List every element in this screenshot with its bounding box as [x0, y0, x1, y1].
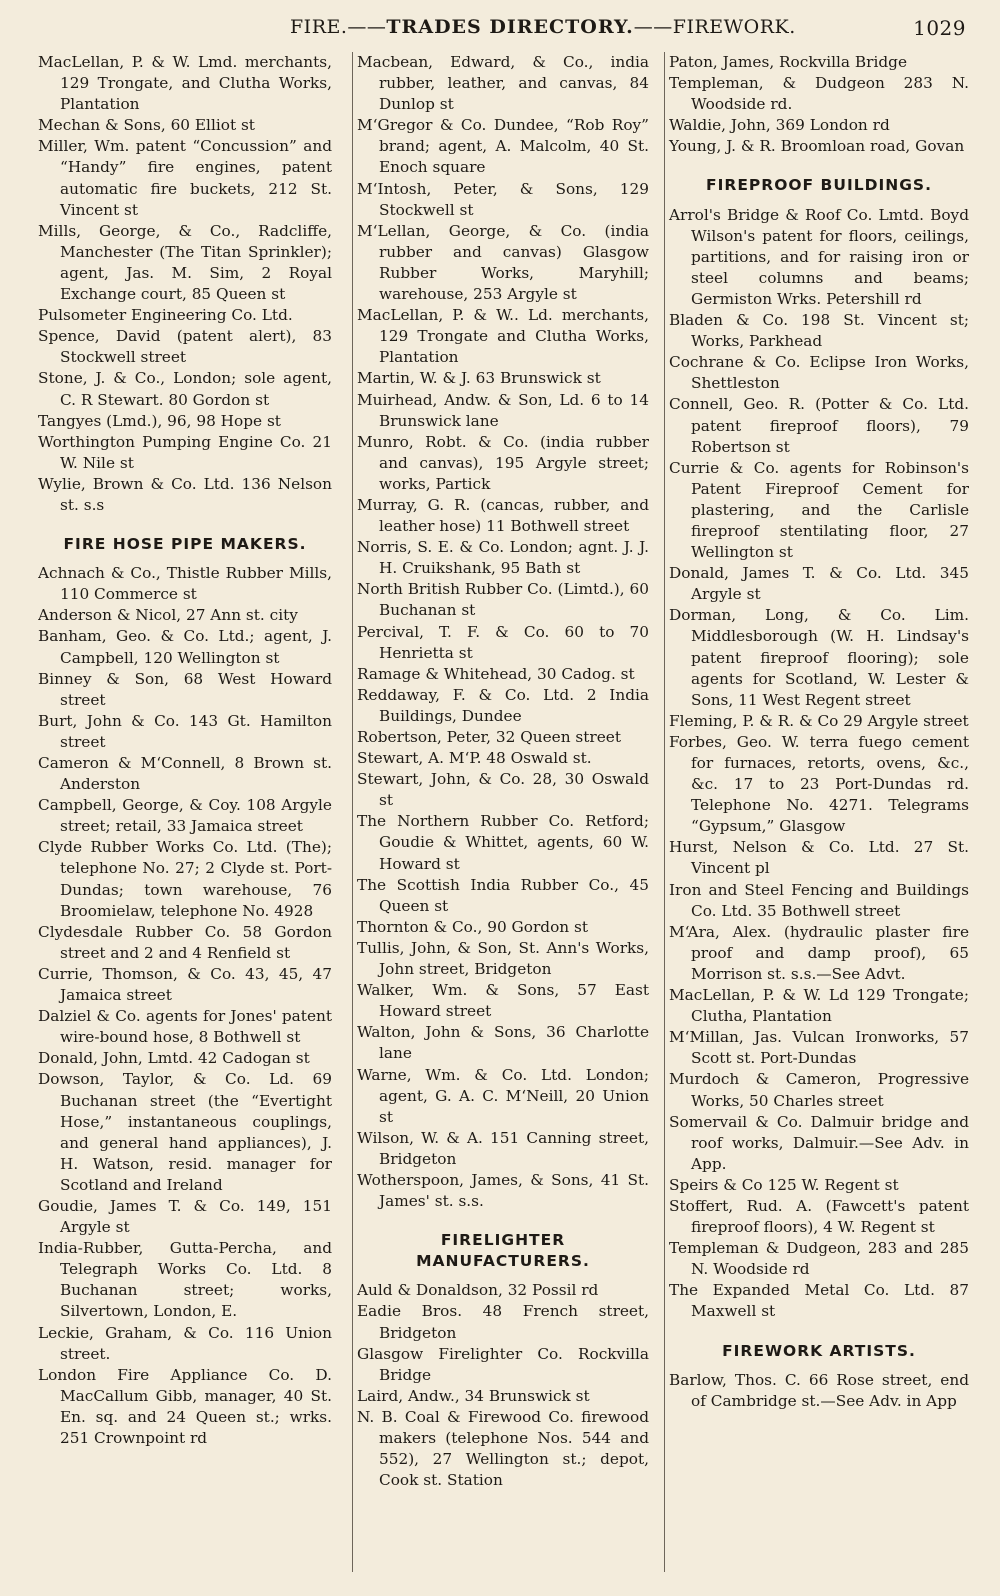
directory-entry: M‘Gregor & Co. Dundee, “Rob Roy” brand; agent, A. Malcolm, 40 St. Enoch square — [357, 116, 649, 177]
directory-entry: Achnach & Co., Thistle Rubber Mills, 110 Commerce st — [38, 564, 332, 604]
directory-entry: Templeman & Dudgeon, 283 and 285 N. Woodside rd — [669, 1239, 969, 1279]
directory-entry: Ramage & Whitehead, 30 Cadog. st — [357, 664, 635, 683]
directory-entry: Binney & Son, 68 West Howard street — [38, 669, 332, 709]
directory-entry: Thornton & Co., 90 Gordon st — [357, 917, 588, 936]
directory-entry: Stewart, A. M‘P. 48 Oswald st. — [357, 749, 592, 768]
directory-entry: MacLellan, P. & W. Ld 129 Trongate; Clutha, Plantation — [669, 986, 969, 1026]
directory-entry: Tangyes (Lmd.), 96, 98 Hope st — [38, 411, 281, 430]
directory-entry: Clyde Rubber Works Co. Ltd. (The); telephone No. 27; 2 Clyde st. Port-Dundas; town warehouse, 76 Broomielaw, telephone No. 4928 — [38, 838, 332, 920]
running-head-dash: —— — [633, 16, 673, 38]
directory-entry: Walker, Wm. & Sons, 57 East Howard street — [357, 981, 649, 1021]
directory-entry: London Fire Appliance Co. D. MacCallum Gibb, manager, 40 St. En. sq. and 24 Queen st.; wrks. 251 Crownpoint rd — [38, 1365, 332, 1447]
running-head-dash: —— — [347, 16, 387, 38]
directory-entry: Munro, Robt. & Co. (india rubber and canvas), 195 Argyle street; works, Partick — [357, 432, 649, 493]
directory-entry: Campbell, George, & Coy. 108 Argyle street; retail, 33 Jamaica street — [38, 796, 332, 836]
directory-entry: Muirhead, Andw. & Son, Ld. 6 to 14 Brunswick lane — [357, 390, 649, 430]
running-head-left: FIRE. — [290, 16, 348, 38]
directory-entry: Banham, Geo. & Co. Ltd.; agent, J. Campbell, 120 Wellington st — [38, 627, 332, 667]
directory-entry: Goudie, James T. & Co. 149, 151 Argyle st — [38, 1196, 332, 1237]
directory-entry: Warne, Wm. & Co. Ltd. London; agent, G. A. C. M‘Neill, 20 Union st — [357, 1065, 649, 1126]
directory-entry: Laird, Andw., 34 Brunswick st — [357, 1386, 590, 1405]
directory-entry: Cochrane & Co. Eclipse Iron Works, Shettleston — [669, 353, 969, 393]
directory-entry: Cameron & M‘Connell, 8 Brown st. Anderston — [38, 754, 332, 794]
directory-entry: Dorman, Long, & Co. Lim. Middlesborough (W. H. Lindsay's patent fireproof flooring); sole agents for Scotland, W. Lester & Sons, 11 West Regent street — [669, 606, 969, 709]
directory-entry: Templeman, & Dudgeon 283 N. Woodside rd. — [669, 74, 969, 114]
directory-entry: Iron and Steel Fencing and Buildings Co. Ltd. 35 Bothwell street — [669, 880, 969, 920]
directory-entry: Clydesdale Rubber Co. 58 Gordon street and 2 and 4 Renfield st — [38, 922, 332, 962]
running-head-right: FIREWORK. — [672, 16, 796, 38]
directory-entry: Waldie, John, 369 London rd — [669, 116, 890, 135]
directory-entry: The Expanded Metal Co. Ltd. 87 Maxwell st — [669, 1281, 969, 1321]
directory-entry: Walton, John & Sons, 36 Charlotte lane — [357, 1023, 649, 1063]
directory-entry: Murray, G. R. (cancas, rubber, and leather hose) 11 Bothwell street — [357, 495, 649, 536]
directory-entry: The Northern Rubber Co. Retford; Goudie & Whittet, agents, 60 W. Howard st — [357, 812, 649, 873]
directory-entry: Auld & Donaldson, 32 Possil rd — [357, 1281, 599, 1300]
directory-entry: Norris, S. E. & Co. London; agnt. J. J. H. Cruikshank, 95 Bath st — [357, 538, 649, 578]
directory-entry: Anderson & Nicol, 27 Ann st. city — [38, 606, 298, 625]
directory-entry: Barlow, Thos. C. 66 Rose street, end of Cambridge st.—See Adv. in App — [669, 1370, 969, 1410]
directory-entry: M‘Lellan, George, & Co. (india rubber and canvas) Glasgow Rubber Works, Maryhill; warehouse, 253 Argyle st — [357, 221, 649, 304]
directory-entry: Stone, J. & Co., London; sole agent, C. R Stewart. 80 Gordon st — [38, 369, 332, 409]
directory-entry: Burt, John & Co. 143 Gt. Hamilton street — [38, 711, 332, 751]
running-head-text — [290, 16, 796, 38]
running-head-title: TRADES DIRECTORY. — [386, 16, 634, 38]
directory-entry: Stoffert, Rud. A. (Fawcett's patent fireproof floors), 4 W. Regent st — [669, 1196, 969, 1237]
directory-entry: Leckie, Graham, & Co. 116 Union street. — [38, 1323, 332, 1363]
directory-entry: M‘Ara, Alex. (hydraulic plaster fire proof and damp proof), 65 Morrison st. s.s.—See Advt. — [669, 922, 969, 983]
directory-entry: Connell, Geo. R. (Potter & Co. Ltd. patent fireproof floors), 79 Robertson st — [669, 395, 969, 456]
directory-entry: The Scottish India Rubber Co., 45 Queen st — [357, 875, 649, 915]
directory-entry: Bladen & Co. 198 St. Vincent st; Works, Parkhead — [669, 311, 969, 351]
directory-entry: Donald, James T. & Co. Ltd. 345 Argyle st — [669, 564, 969, 604]
directory-entry: Paton, James, Rockvilla Bridge — [669, 53, 907, 71]
section-heading: FIRELIGHTER MANUFACTURERS. — [416, 1231, 590, 1271]
directory-entry: Forbes, Geo. W. terra fuego cement for furnaces, retorts, ovens, &c., &c. 17 to 23 Port-Dundas rd. Telephone No. 4271. Telegrams “Gypsum,” Glasgow — [669, 732, 969, 836]
directory-entry: Eadie Bros. 48 French street, Bridgeton — [357, 1302, 649, 1342]
directory-entry: Worthington Pumping Engine Co. 21 W. Nile st — [38, 432, 332, 472]
directory-entry: N. B. Coal & Firewood Co. firewood makers (telephone Nos. 544 and 552), 27 Wellington st.; depot, Cook st. Station — [357, 1407, 649, 1490]
section-heading: FIRE HOSE PIPE MAKERS. — [63, 535, 307, 554]
directory-entry: Mechan & Sons, 60 Elliot st — [38, 116, 255, 135]
section-heading: FIREPROOF BUILDINGS. — [706, 176, 932, 195]
directory-column-3 — [664, 52, 969, 1572]
directory-entry: M‘Millan, Jas. Vulcan Ironworks, 57 Scott st. Port-Dundas — [669, 1028, 969, 1068]
directory-entry: MacLellan, P. & W. Lmd. merchants, 129 Trongate, and Clutha Works, Plantation — [38, 53, 332, 114]
directory-entry: Donald, John, Lmtd. 42 Cadogan st — [38, 1049, 310, 1068]
directory-column-2 — [352, 52, 649, 1572]
directory-entry: M‘Intosh, Peter, & Sons, 129 Stockwell st — [357, 179, 649, 219]
directory-entry: Spence, David (patent alert), 83 Stockwell street — [38, 327, 332, 367]
directory-entry: Wotherspoon, James, & Sons, 41 St. James' st. s.s. — [357, 1170, 649, 1211]
directory-entry: Glasgow Firelighter Co. Rockvilla Bridge — [357, 1344, 649, 1384]
directory-entry: Dowson, Taylor, & Co. Ld. 69 Buchanan street (the “Evertight Hose,” instantaneous couplings, and general hand appliances), J. H. Watson, resid. manager for Scotland and Ireland — [38, 1070, 332, 1194]
page-number: 1029 — [913, 16, 966, 40]
directory-entry: India-Rubber, Gutta-Percha, and Telegraph Works Co. Ltd. 8 Buchanan street; works, Silvertown, London, E. — [38, 1239, 332, 1321]
directory-entry: Wilson, W. & A. 151 Canning street, Bridgeton — [357, 1128, 649, 1168]
directory-entry: Murdoch & Cameron, Progressive Works, 50 Charles street — [669, 1070, 969, 1110]
directory-entry: Wylie, Brown & Co. Ltd. 136 Nelson st. s.s — [38, 474, 332, 514]
directory-entry: Tullis, John, & Son, St. Ann's Works, John street, Bridgeton — [357, 938, 649, 979]
directory-entry: Pulsometer Engineering Co. Ltd. — [38, 306, 293, 325]
directory-entry: Miller, Wm. patent “Concussion” and “Handy” fire engines, patent automatic fire buckets, 212 St. Vincent st — [38, 137, 332, 219]
directory-entry: Hurst, Nelson & Co. Ltd. 27 St. Vincent pl — [669, 838, 969, 878]
directory-entry: Macbean, Edward, & Co., india rubber, leather, and canvas, 84 Dunlop st — [357, 53, 649, 114]
directory-entry: Stewart, John, & Co. 28, 30 Oswald st — [357, 770, 649, 810]
directory-entry: Percival, T. F. & Co. 60 to 70 Henrietta st — [357, 622, 649, 662]
directory-entry: North British Rubber Co. (Limtd.), 60 Buchanan st — [357, 580, 649, 620]
directory-entry: Currie & Co. agents for Robinson's Patent Fireproof Cement for plastering, and the Carlisle fireproof stentilating floor, 27 Wellington st — [669, 458, 969, 562]
directory-entry: Arrol's Bridge & Roof Co. Lmtd. Boyd Wilson's patent for floors, ceilings, partitions, and for raising iron or steel columns and beams; Germiston Wrks. Petershill rd — [669, 205, 969, 308]
running-head — [0, 14, 1000, 44]
directory-entry: Martin, W. & J. 63 Brunswick st — [357, 369, 601, 388]
directory-entry: Mills, George, & Co., Radcliffe, Manchester (The Titan Sprinkler); agent, Jas. M. Sim, 2 Royal Exchange court, 85 Queen st — [38, 221, 332, 304]
directory-entry: Reddaway, F. & Co. Ltd. 2 India Buildings, Dundee — [357, 685, 649, 725]
directory-entry: Robertson, Peter, 32 Queen street — [357, 728, 621, 746]
directory-entry: Somervail & Co. Dalmuir bridge and roof works, Dalmuir.—See Adv. in App. — [669, 1112, 969, 1173]
directory-entry: Fleming, P. & R. & Co 29 Argyle street — [669, 711, 969, 730]
directory-entry: MacLellan, P. & W.. Ld. merchants, 129 Trongate and Clutha Works, Plantation — [357, 306, 649, 367]
directory-entry: Speirs & Co 125 W. Regent st — [669, 1175, 899, 1194]
directory-entry: Dalziel & Co. agents for Jones' patent wire-bound hose, 8 Bothwell st — [38, 1007, 332, 1047]
directory-entry: Young, J. & R. Broomloan road, Govan — [669, 137, 965, 156]
directory-column-1 — [38, 52, 332, 1572]
section-heading: FIREWORK ARTISTS. — [722, 1341, 916, 1360]
directory-entry: Currie, Thomson, & Co. 43, 45, 47 Jamaica street — [38, 964, 332, 1005]
